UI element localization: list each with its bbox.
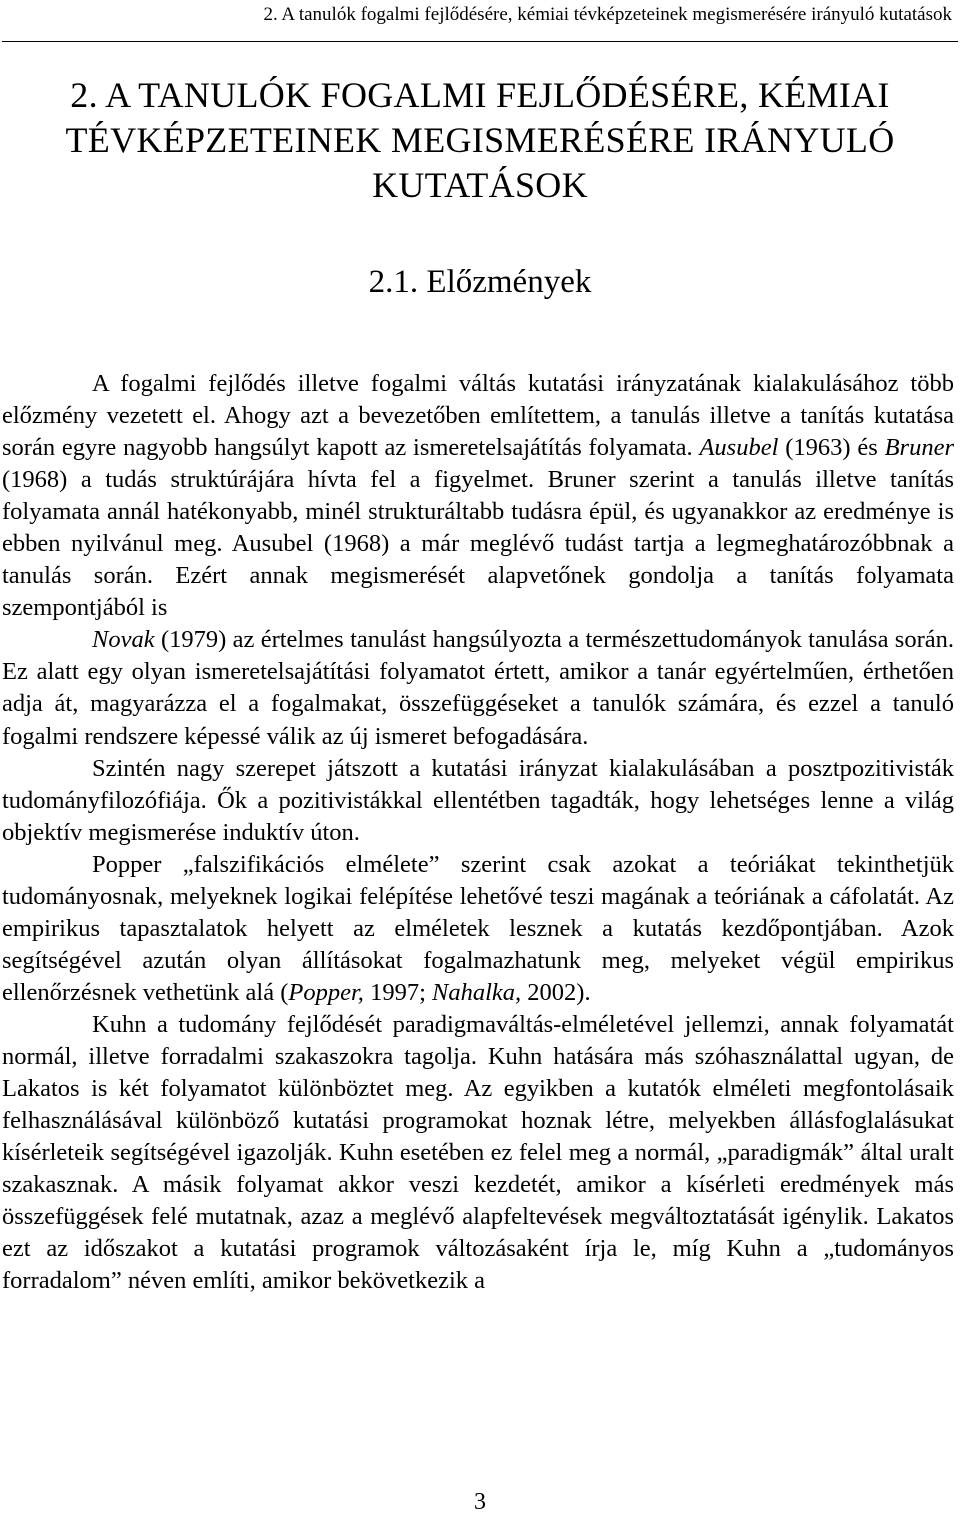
chapter-title-line: 2. A TANULÓK FOGALMI FEJLŐDÉSÉRE, KÉMIAI	[70, 75, 890, 115]
chapter-title-line: KUTATÁSOK	[372, 165, 588, 205]
paragraph-text: (1963) és	[778, 434, 885, 462]
body-paragraph	[2, 368, 954, 624]
running-header: 2. A tanulók fogalmi fejlődésére, kémiai tévképzeteinek megismerésére irányuló kutatások	[263, 4, 952, 25]
paragraph-text: Kuhn a tudomány fejlődését paradigmaváltás-elméletével jellemzi, annak folyamatát normál, illetve forradalmi szakaszokra tagolja. Kuhn hatására más szóhasználattal ugyan, de Lakatos is két folyamatot különböztet meg. Az egyikben a kutatók elméleti megfontolásaik felhasználásával különböző kutatási programokat hoznak létre, melyekben állásfoglalásukat kísérleteik segítségével igazolják. Kuhn esetében ez felel meg a normál, „paradigmák” által uralt szakasznak. A másik folyamat akkor veszi kezdetét, amikor a kísérleti eredmények más összefüggések felé mutatnak, azaz a meglévő alapfeltevések megváltoztatását igénylik. Lakatos ezt az időszakot a kutatási programok változásaként írja le, míg Kuhn a „tudományos forradalom” néven említi, amikor bekövetkezik a	[2, 1010, 954, 1295]
paragraph-text: 2002).	[521, 978, 591, 1006]
paragraph-text: Szintén nagy szerepet játszott a kutatási irányzat kialakulásában a posztpozitivisták tudományfilozófiája. Ők a pozitivistákkal ellentétben tagadták, hogy lehetséges lenne a világ objektív megismerése induktív úton.	[2, 754, 954, 846]
body-text	[2, 368, 954, 1297]
paragraph-text: 1997;	[363, 978, 432, 1006]
citation-author: Bruner	[884, 434, 954, 462]
section-title: 2.1. Előzmények	[368, 264, 592, 300]
chapter-title-line: TÉVKÉPZETEINEK MEGISMERÉSÉRE IRÁNYULÓ	[65, 120, 895, 160]
citation-author: Popper,	[288, 978, 364, 1006]
paragraph-text: (1968) a tudás struktúrájára hívta fel a figyelmet. Bruner szerint a tanulás illetve tanítás folyamata annál hatékonyabb, minél strukturáltabb tudásra épül, és ugyanakkor az eredménye is ebben nyilvánul meg. Ausubel (1968) a már meglévő tudást tartja a legmeghatározóbbnak a tanulás során. Ezért annak megismerését alapvetőnek gondolja a tanítás folyamata szempontjából is	[2, 466, 954, 622]
body-paragraph	[2, 624, 954, 752]
citation-author: Nahalka,	[432, 978, 522, 1006]
chapter-title	[0, 73, 960, 208]
body-paragraph	[2, 849, 954, 1009]
body-paragraph	[2, 753, 954, 849]
citation-author: Ausubel	[699, 434, 779, 462]
paragraph-text: (1979) az értelmes tanulást hangsúlyozta a természettudományok tanulása során. Ez alatt egy olyan ismeretelsajátítási folyamatot értett, amikor a tanár egyértelműen, érthetően adja át, magyarázza el a fogalmakat, összefüggéseket a tanulók számára, és ezzel a tanuló fogalmi rendszere képessé válik az új ismeret befogadására.	[2, 626, 954, 750]
paragraph-text: Popper „falszifikációs elmélete” szerint csak azokat a teóriákat tekinthetjük tudományosnak, melyeknek logikai felépítése lehetővé teszi magának a teóriának a cáfolatát. Az empirikus tapasztalatok helyett az elméletek lesznek a kutatás kezdőpontjában. Azok segítségével azután olyan állításokat fogalmazhatunk meg, melyeket végül empirikus ellenőrzésnek vethetünk alá (	[2, 850, 954, 1006]
header-rule	[2, 41, 958, 42]
paragraph-text: A fogalmi fejlődés illetve fogalmi váltás kutatási irányzatának kialakulásához több előzmény vezetett el. Ahogy azt a bevezetőben említettem, a tanulás illetve a tanítás kutatása során egyre nagyobb hangsúlyt kapott az ismeretelsajátítás folyamata.	[2, 370, 954, 462]
body-paragraph	[2, 1009, 954, 1297]
citation-author: Novak	[92, 626, 155, 654]
page-number: 3	[474, 1489, 486, 1515]
